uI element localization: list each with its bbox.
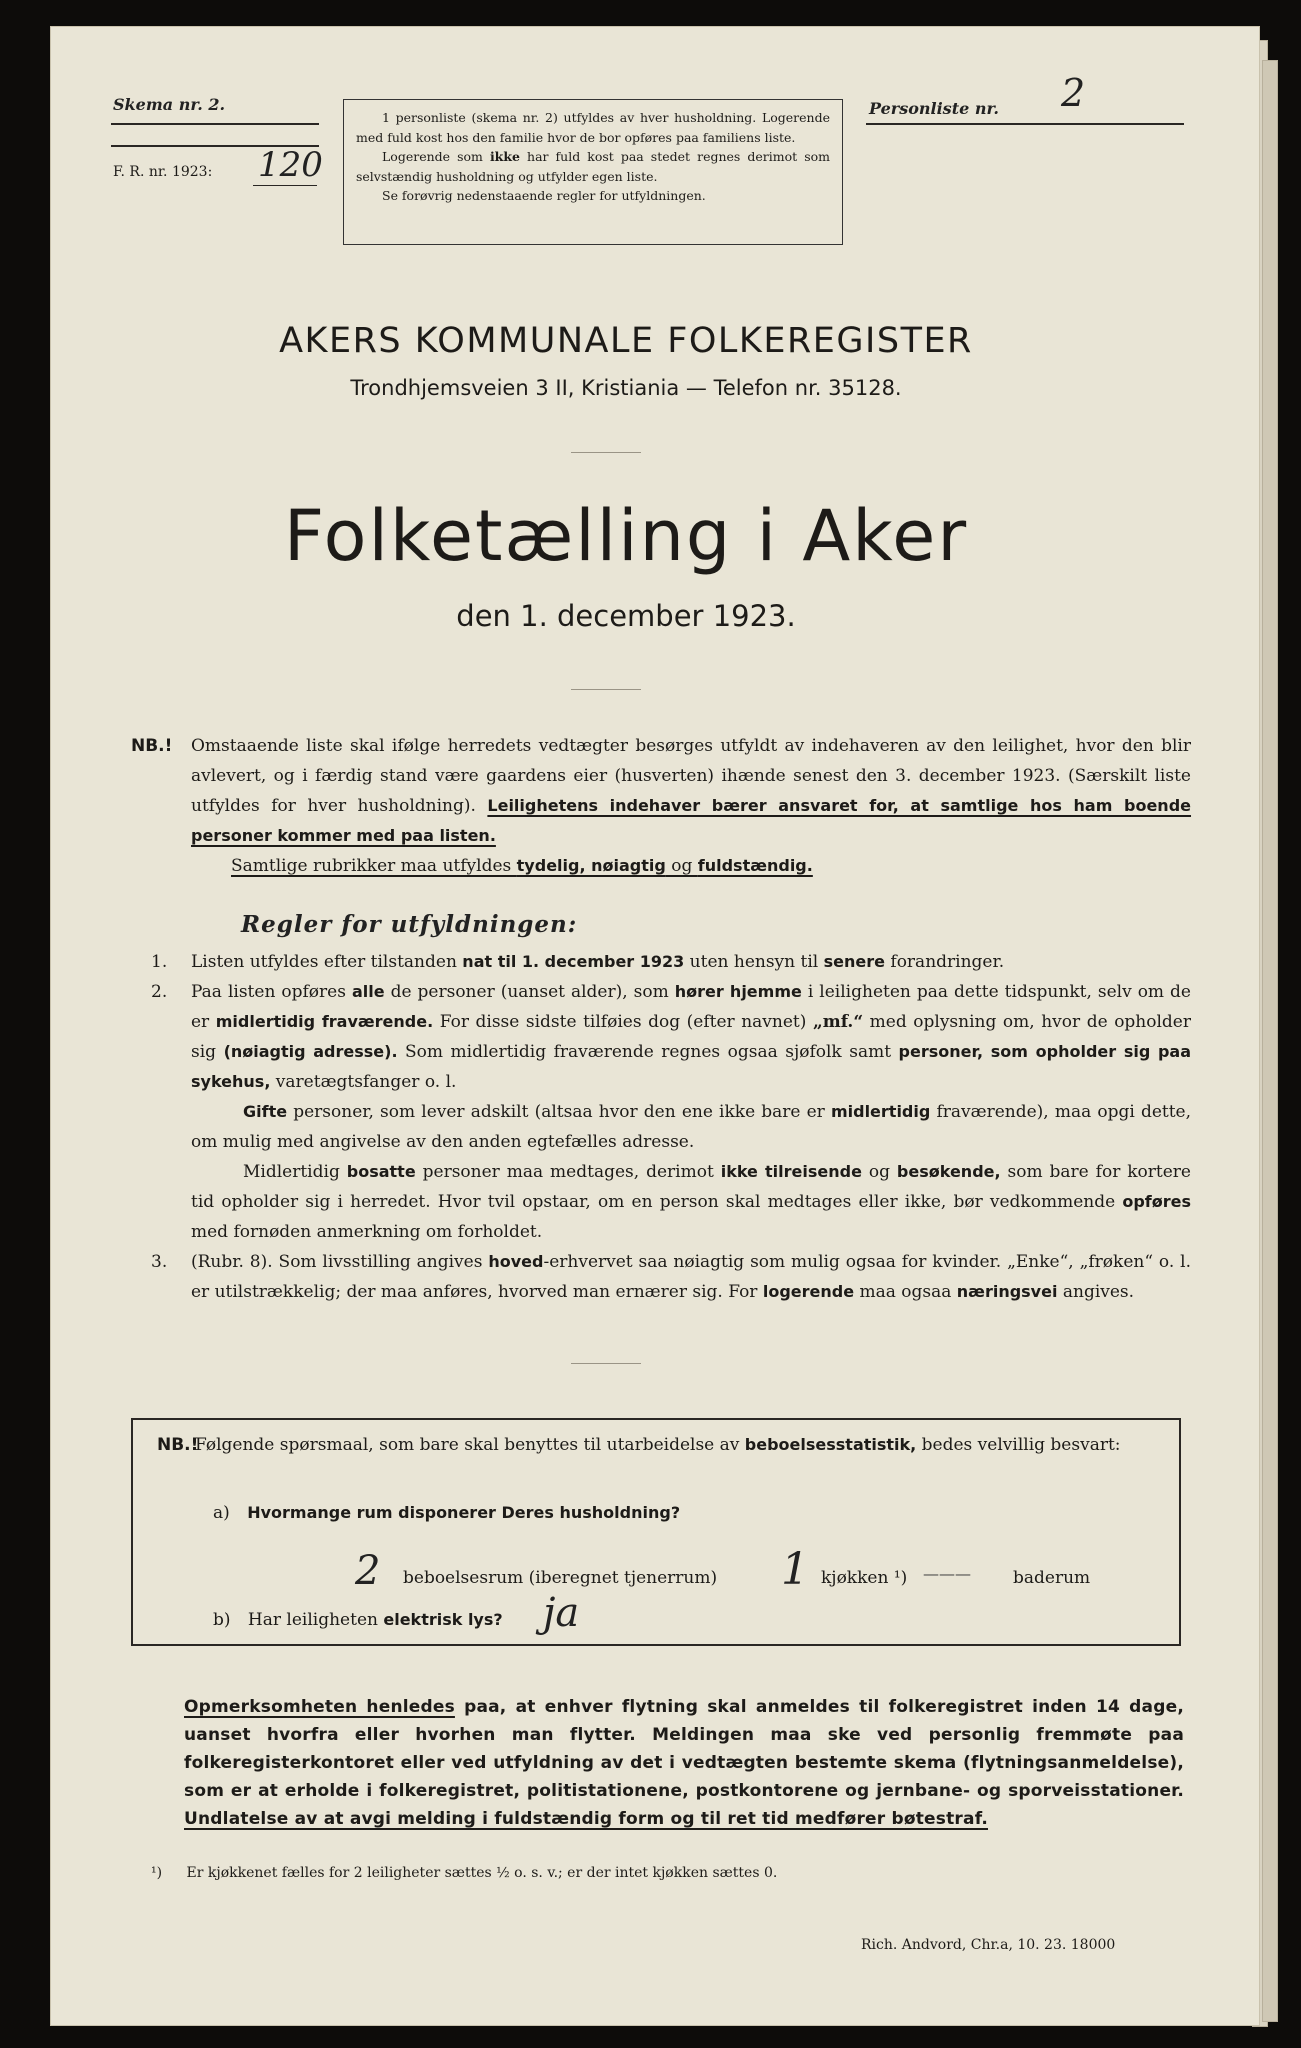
- bath-label: baderum: [1013, 1568, 1091, 1588]
- notice-line-3: Se forøvrig nedenstaaende regler for utfyldningen.: [382, 188, 706, 203]
- divider: [571, 452, 641, 453]
- rule-2: 2. Paa listen opføres alle de personer (uanset alder), som hører hjemme i leiligheten paa dette tidspunkt, selv om de er midlertidig fraværende. For disse sidste tilføies dog (efter navnet) „mf.“ med oplysning om, hvor de opholder sig (nøiagtig adresse). Som midlertidig fraværende regnes ogsaa sjøfolk samt personer, som opholder sig paa sykehus, varetægtsfanger o. l.: [151, 982, 1192, 1092]
- form-page: [50, 26, 1260, 2026]
- household-notice-box: [343, 99, 843, 245]
- nb-notice-1: NB.! Omstaaende liste skal ifølge herredets vedtægter besørges utfyldt av indehaveren av den leilighet, hvor den blir avlevert, og i færdig stand være gaardens eier (husverten) ihænde senest den 3. december 1923. (Særskilt liste utfyldes for hver husholdning). Leilighetens indehaver bærer ansvaret for, at samtlige hos ham boende personer kommer med paa listen. Samtlige rubrikker maa utfyldes tydelig, nøiagtig og fuldstændig.: [191, 731, 1191, 881]
- rules-list: [151, 947, 1192, 1307]
- rule-3: 3. (Rubr. 8). Som livsstilling angives hoved-erhvervet saa nøiagtig som mulig ogsaa for kvinder. „Enke“, „frøken“ o. l. er utilstrækkelig; der maa anføres, hvorved man ernærer sig. For logerende maa ogsaa næringsvei angives.: [151, 1252, 1191, 1302]
- skema-number: Skema nr. 2.: [113, 95, 226, 114]
- housing-questions-box: [131, 1418, 1181, 1646]
- divider: [111, 123, 319, 125]
- notice-line-2: Logerende som ikke har fuld kost paa stedet regnes derimot som selvstændig husholdning og utfylder egen liste.: [356, 149, 830, 184]
- main-title: Folketælling i Aker: [283, 495, 969, 577]
- question-a: a) Hvormange rum disponerer Deres husholdning?: [213, 1503, 681, 1523]
- organization-title: AKERS KOMMUNALE FOLKEREGISTER: [279, 321, 973, 361]
- divider: [571, 1363, 641, 1364]
- rooms-label: beboelsesrum (iberegnet tjenerrum): [403, 1568, 718, 1588]
- rooms-value-handwritten: 2: [355, 1548, 381, 1594]
- question-b: b) Har leiligheten elektrisk lys?: [213, 1610, 503, 1630]
- nb-line-2: Samtlige rubrikker maa utfyldes tydelig, nøiagtig og fuldstændig.: [231, 856, 813, 876]
- divider: [253, 185, 317, 186]
- kitchen-value-handwritten: 1: [781, 1544, 809, 1595]
- divider: [571, 689, 641, 690]
- personliste-label: Personliste nr.: [869, 99, 999, 118]
- rule-1: 1. Listen utfyldes efter tilstanden nat til 1. december 1923 uten hensyn til senere forandringer.: [151, 952, 1005, 972]
- fr-label: F. R. nr. 1923:: [113, 164, 213, 180]
- electric-light-answer-handwritten: ja: [543, 1590, 580, 1636]
- personliste-number-handwritten: 2: [1061, 71, 1086, 115]
- moving-notice: Opmerksomheten henledes paa, at enhver flytning skal anmeldes til folkeregistret inden 14 dage, uanset hvorfra eller hvorhen man flytter. Meldingen maa ske ved personlig fremmøte paa folkeregisterkontoret eller ved utfyldning av det i vedtægten bestemte skema (flytningsanmeldelse), som er at erholde i folkeregistret, politistationene, postkontorene og jernbane- og sporveisstationer. Undlatelse av at avgi melding i fuldstændig form og til ret tid medfører bøtestraf.: [184, 1697, 1184, 1829]
- nb-2-intro: NB.! Følgende spørsmaal, som bare skal benyttes til utarbeidelse av beboelsesstatistik, bedes velvillig besvart:: [157, 1435, 1121, 1455]
- bath-value: ———: [923, 1564, 971, 1583]
- organization-address: Trondhjemsveien 3 II, Kristiania — Telefon nr. 35128.: [350, 376, 902, 400]
- rule-2-residents: Midlertidig bosatte personer maa medtages, derimot ikke tilreisende og besøkende, som bare for kortere tid opholder sig i herredet. Hvor tvil opstaar, om en person skal medtages eller ikke, bør vedkommende opføres med fornøden anmerkning om forholdet.: [191, 1162, 1191, 1242]
- paper-edge: [1262, 60, 1278, 2022]
- footnote: ¹) Er kjøkkenet fælles for 2 leiligheter sættes ½ o. s. v.; er der intet kjøkken sættes 0.: [151, 1865, 778, 1881]
- rule-2-married: Gifte personer, som lever adskilt (altsaa hvor den ene ikke bare er midlertidig fraværende), maa opgi dette, om mulig med angivelse av den anden egtefælles adresse.: [191, 1102, 1192, 1152]
- nb-label: NB.!: [131, 736, 173, 756]
- notice-line-1: 1 personliste (skema nr. 2) utfyldes av hver husholdning. Logerende med fuld kost hos den familie hvor de bor opføres paa familiens liste.: [356, 110, 830, 145]
- rules-heading: Regler for utfyldningen:: [241, 911, 578, 938]
- fr-number-handwritten: 120: [258, 145, 323, 185]
- census-date: den 1. december 1923.: [456, 599, 796, 633]
- divider: [866, 123, 1184, 125]
- kitchen-label: kjøkken ¹): [821, 1568, 908, 1588]
- printer-imprint: Rich. Andvord, Chr.a, 10. 23. 18000: [861, 1937, 1116, 1953]
